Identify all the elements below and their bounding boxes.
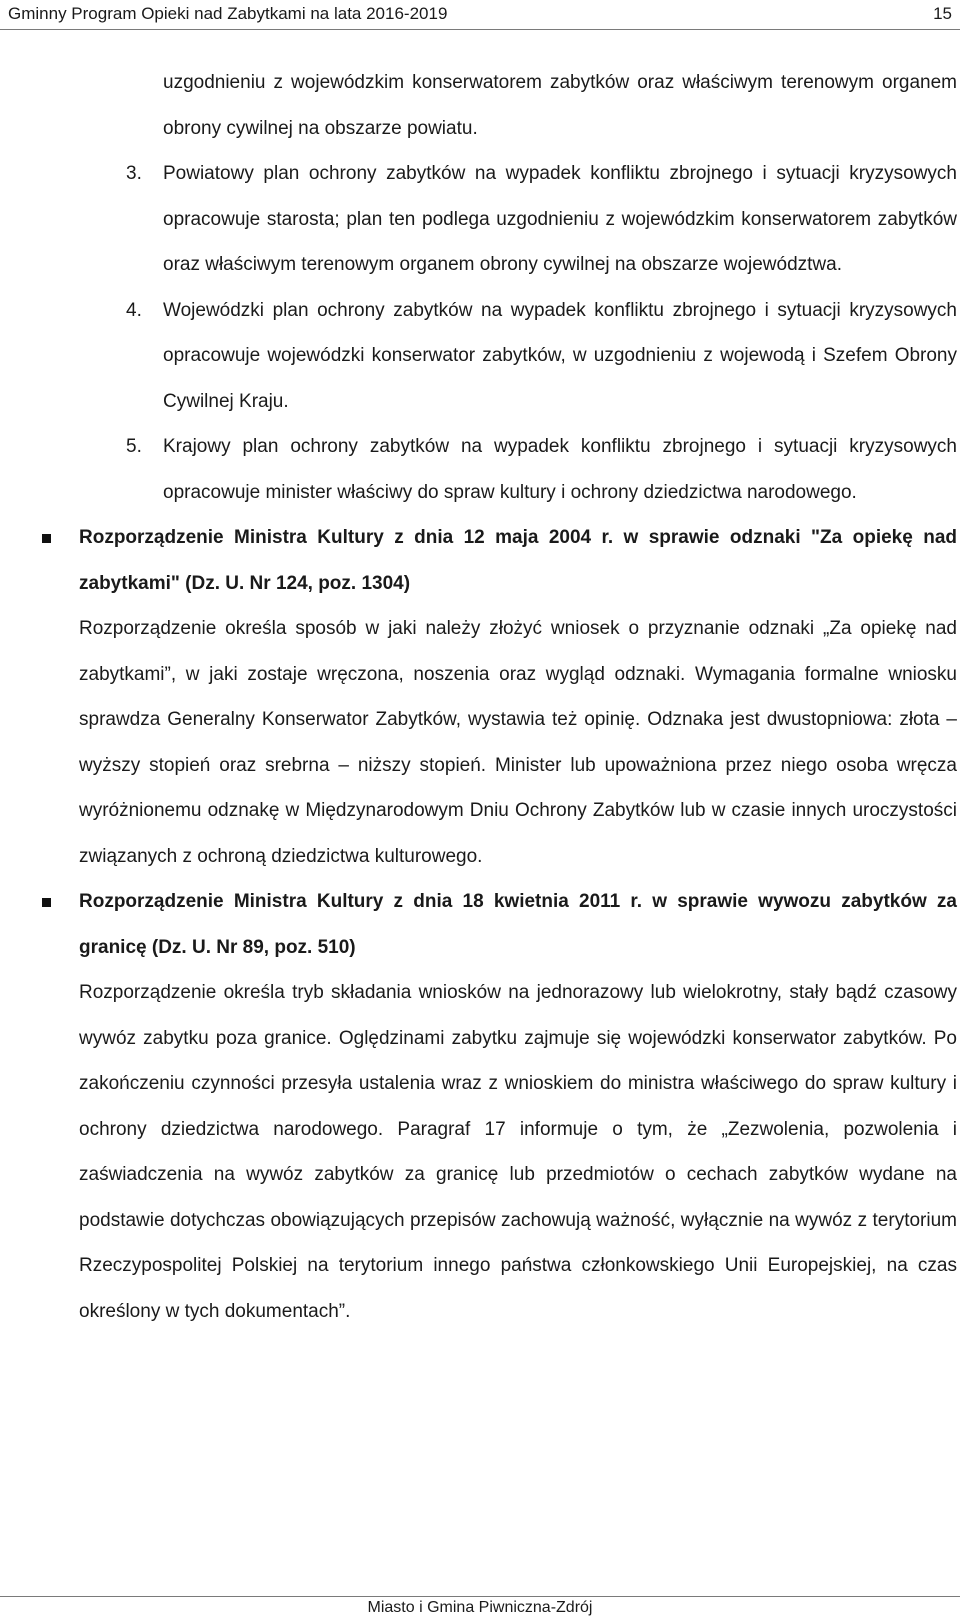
numbered-item: [79, 288, 957, 425]
section-body: Rozporządzenie określa tryb składania wniosków na jednorazowy lub wielokrotny, stały bądź czasowy wywóz zabytku poza granice. Oględzinami zabytku zajmuje się wojewódzki konserwator zabytków. Po zakończeniu czynności przesyła ustalenia wraz z wnioskiem do ministra właściwego do spraw kultury i ochrony dziedzictwa narodowego. Paragraf 17 informuje o tym, że „Zezwolenia, pozwolenia i zaświadczenia na wywóz zabytków za granicę lub przedmiotów o cechach zabytków wydane na podstawie dotychczas obowiązujących przepisów zachowują ważność, wyłącznie na wywóz z terytorium Rzeczypospolitej Polskiej na terytorium innego państwa członkowskiego Unii Europejskiej, na czas określony w tych dokumentach”.: [79, 982, 957, 1322]
section-heading: [79, 515, 957, 606]
footer-text: Miasto i Gmina Piwniczna-Zdrój: [367, 1599, 593, 1616]
page-header: [0, 0, 960, 30]
item-text: Powiatowy plan ochrony zabytków na wypadek konfliktu zbrojnego i sytuacji kryzysowych opracowuje starosta; plan ten podlega uzgodnieniu z wojewódzkim konserwatorem zabytków oraz właściwym terenowym organem obrony cywilnej na obszarze województwa.: [163, 163, 957, 275]
numbered-item: [79, 424, 957, 515]
document-body: [79, 60, 957, 1334]
square-bullet-icon: [42, 534, 51, 543]
item-number: 3.: [126, 163, 142, 184]
item-number: 4.: [126, 299, 142, 321]
section-body: Rozporządzenie określa sposób w jaki należy złożyć wniosek o przyznanie odznaki „Za opiekę nad zabytkami”, w jaki zostaje wręczona, noszenia oraz wygląd odznaki. Wymagania formalne wniosku sprawdza Generalny Konserwator Zabytków, wystawia też opinię. Odznaka jest dwustopniowa: złota – wyższy stopień oraz srebrna – niższy stopień. Minister lub upoważniona przez niego osoba wręcza wyróżnionemu odznakę w Międzynarodowym Dniu Ochrony Zabytków lub w czasie innych uroczystości związanych z ochroną dziedzictwa kulturowego.: [79, 618, 957, 867]
square-bullet-icon: [42, 898, 51, 907]
page-footer: [0, 1596, 960, 1618]
section-heading-text: Rozporządzenie Ministra Kultury z dnia 18 kwietnia 2011 r. w sprawie wywozu zabytków za granicę (Dz. U. Nr 89, poz. 510): [79, 891, 957, 958]
list-continuation: uzgodnieniu z wojewódzkim konserwatorem zabytków oraz właściwym terenowym organem obrony cywilnej na obszarze powiatu.: [163, 72, 957, 139]
item-number: 5.: [126, 436, 142, 457]
document-title: Gminny Program Opieki nad Zabytkami na lata 2016-2019: [8, 4, 448, 23]
item-text: Krajowy plan ochrony zabytków na wypadek konfliktu zbrojnego i sytuacji kryzysowych opracowuje minister właściwy do spraw kultury i ochrony dziedzictwa narodowego.: [163, 436, 957, 503]
page-number: 15: [933, 4, 952, 23]
section-heading: [79, 879, 957, 970]
numbered-item: [79, 151, 957, 288]
item-text: Wojewódzki plan ochrony zabytków na wypadek konfliktu zbrojnego i sytuacji kryzysowych opracowuje wojewódzki konserwator zabytków, w uzgodnieniu z wojewodą i Szefem Obrony Cywilnej Kraju.: [163, 299, 957, 412]
section-heading-text: Rozporządzenie Ministra Kultury z dnia 12 maja 2004 r. w sprawie odznaki "Za opiekę nad zabytkami" (Dz. U. Nr 124, poz. 1304): [79, 527, 957, 594]
